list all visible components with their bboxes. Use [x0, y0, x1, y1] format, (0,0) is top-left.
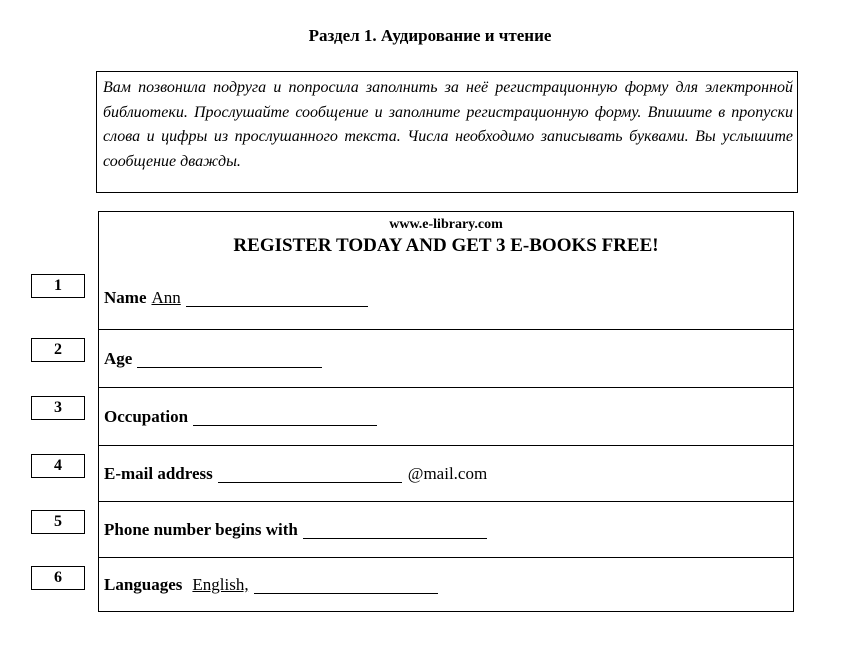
answer-number-2: 2 — [31, 338, 85, 362]
occupation-answer-blank[interactable] — [193, 424, 377, 426]
instruction-box: Вам позвонила подруга и попросила заполнить за неё регистрационную форму для электронной библиотеки. Прослушайте сообщение и заполните регистрационную форму. Впишите в пропуски слова и цифры из прослушанного текста. Числа необходимо записывать буквами. Вы услышите сообщение дважды. — [96, 71, 798, 193]
section-title: Раздел 1. Аудирование и чтение — [308, 26, 552, 45]
email-domain-suffix: @mail.com — [407, 464, 488, 483]
form-row-occupation — [99, 387, 793, 446]
form-row-phone — [99, 501, 793, 558]
languages-label: Languages — [104, 575, 183, 594]
form-url: www.e-library.com — [389, 217, 503, 232]
answer-number-5: 5 — [31, 510, 85, 534]
answer-number-4: 4 — [31, 454, 85, 478]
form-row-age — [99, 329, 793, 388]
form-row-languages — [99, 557, 793, 612]
answer-number-6: 6 — [31, 566, 85, 590]
age-answer-blank[interactable] — [137, 366, 322, 368]
answer-number-3: 3 — [31, 396, 85, 420]
form-row-name — [99, 266, 793, 330]
phone-label: Phone number begins with — [104, 520, 298, 539]
name-answer-blank[interactable] — [186, 305, 368, 307]
occupation-label: Occupation — [104, 407, 189, 426]
form-headline: REGISTER TODAY AND GET 3 E-BOOKS FREE! — [233, 235, 659, 256]
email-answer-blank[interactable] — [218, 481, 402, 483]
languages-answer-blank[interactable] — [254, 592, 438, 594]
registration-form — [98, 211, 794, 612]
email-label: E-mail address — [104, 464, 213, 483]
name-filled-value: Ann — [151, 288, 181, 307]
age-label: Age — [104, 349, 133, 368]
answer-number-1: 1 — [31, 274, 85, 298]
languages-filled-value: English, — [192, 575, 249, 594]
phone-answer-blank[interactable] — [303, 537, 487, 539]
name-label: Name — [104, 288, 147, 307]
form-row-email — [99, 445, 793, 502]
